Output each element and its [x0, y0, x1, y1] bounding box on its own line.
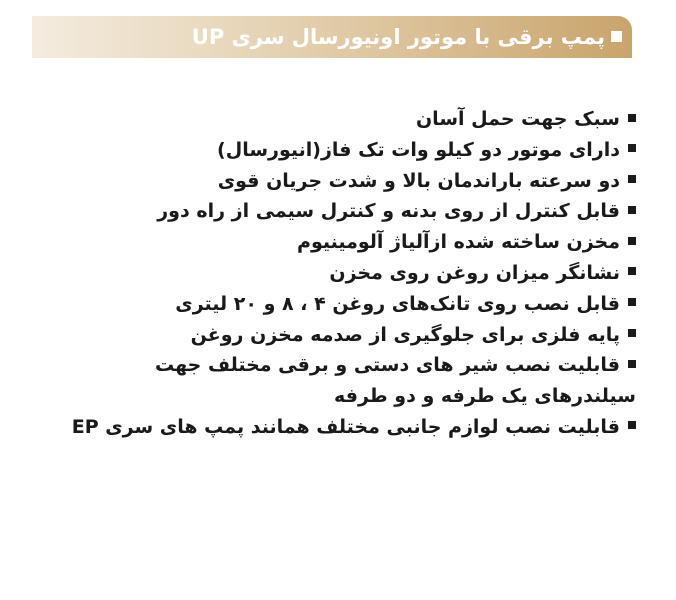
list-item	[56, 320, 636, 351]
square-bullet-icon	[628, 175, 636, 183]
list-item	[56, 196, 636, 227]
square-bullet-icon	[628, 329, 636, 337]
square-bullet-icon	[611, 31, 622, 42]
feature-text: قابل نصب روی تانک‌های روغن ۴ ، ۸ و ۲۰ لیتری	[175, 292, 620, 315]
list-item	[56, 104, 636, 135]
feature-text: قابل کنترل از روی بدنه و کنترل سیمی از راه دور	[157, 200, 620, 223]
section-title	[192, 16, 622, 58]
list-item	[56, 135, 636, 166]
list-item	[56, 350, 636, 412]
list-item	[56, 166, 636, 197]
section-header-banner	[32, 16, 632, 58]
square-bullet-icon	[628, 267, 636, 275]
square-bullet-icon	[628, 421, 636, 429]
square-bullet-icon	[628, 206, 636, 214]
feature-text: دارای موتور دو کیلو وات تک فاز(انیورسال)	[217, 138, 620, 161]
feature-text: قابلیت نصب شیر های دستی و برقی مختلف جهت سیلندرهای یک طرفه و دو طرفه	[155, 354, 636, 408]
feature-list	[56, 104, 636, 443]
list-item	[56, 227, 636, 258]
feature-text: مخزن ساخته شده ازآلیاژ آلومینیوم	[297, 231, 620, 254]
section-title-text: پمپ برقی با موتور اونیورسال سری UP	[191, 25, 605, 49]
square-bullet-icon	[628, 237, 636, 245]
feature-text: سبک جهت حمل آسان	[415, 108, 620, 130]
list-item	[56, 258, 636, 289]
square-bullet-icon	[628, 144, 636, 152]
feature-text: دو سرعته باراندمان بالا و شدت جریان قوی	[217, 169, 620, 192]
feature-text: نشانگر میزان روغن روی مخزن	[329, 261, 620, 284]
list-item	[56, 412, 636, 443]
feature-text: پایه فلزی برای جلوگیری از صدمه مخزن روغن	[190, 323, 620, 346]
list-item	[56, 289, 636, 320]
square-bullet-icon	[628, 360, 636, 368]
square-bullet-icon	[628, 114, 636, 122]
feature-text: قابلیت نصب لوازم جانبی مختلف همانند پمپ های سری EP	[71, 415, 620, 438]
square-bullet-icon	[628, 298, 636, 306]
